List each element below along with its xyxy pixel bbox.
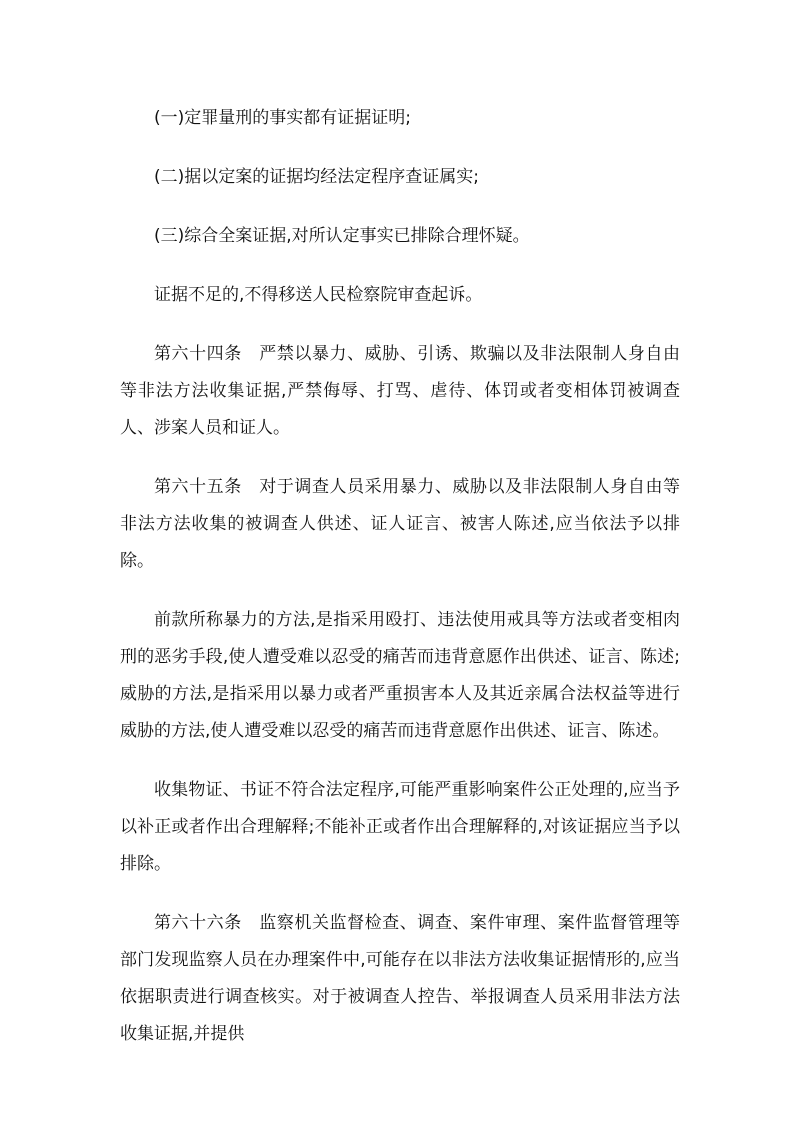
paragraph-item-2: (二)据以定案的证据均经法定程序查证属实;: [154, 167, 479, 187]
article-64-paragraph: 第六十四条 严禁以暴力、威胁、引诱、欺骗以及非法限制人身自由等非法方法收集证据,严禁侮辱、打骂、虐待、体罚或者变相体罚被调查人、涉案人员和证人。: [120, 344, 680, 438]
paragraph-item-1: (一)定罪量刑的事实都有证据证明;: [154, 108, 411, 128]
paragraph-item-3: (三)综合全案证据,对所认定事实已排除合理怀疑。: [154, 226, 530, 246]
article-66-paragraph: 第六十六条 监察机关监督检查、调查、案件审理、案件监督管理等部门发现监察人员在办理案件中,可能存在以非法方法收集证据情形的,应当依据职责进行调查核实。对于被调查人控告、举报调查人员采用非法方法收集证据,并提供: [120, 913, 680, 1044]
document-body: [120, 100, 680, 1075]
article-65-paragraph: 第六十五条 对于调查人员采用暴力、威胁以及非法限制人身自由等非法方法收集的被调查人供述、证人证言、被害人陈述,应当依法予以排除。: [120, 477, 680, 571]
paragraph-item-4: 证据不足的,不得移送人民检察院审查起诉。: [154, 285, 483, 305]
physical-evidence-paragraph: 收集物证、书证不符合法定程序,可能严重影响案件公正处理的,应当予以补正或者作出合理解释;不能补正或者作出合理解释的,对该证据应当予以排除。: [120, 780, 680, 874]
violence-definition-paragraph: 前款所称暴力的方法,是指采用殴打、违法使用戒具等方法或者变相肉刑的恶劣手段,使人遭受难以忍受的痛苦而违背意愿作出供述、证言、陈述;威胁的方法,是指采用以暴力或者严重损害本人及其近亲属合法权益等进行威胁的方法,使人遭受难以忍受的痛苦而违背意愿作出供述、证言、陈述。: [120, 610, 680, 741]
